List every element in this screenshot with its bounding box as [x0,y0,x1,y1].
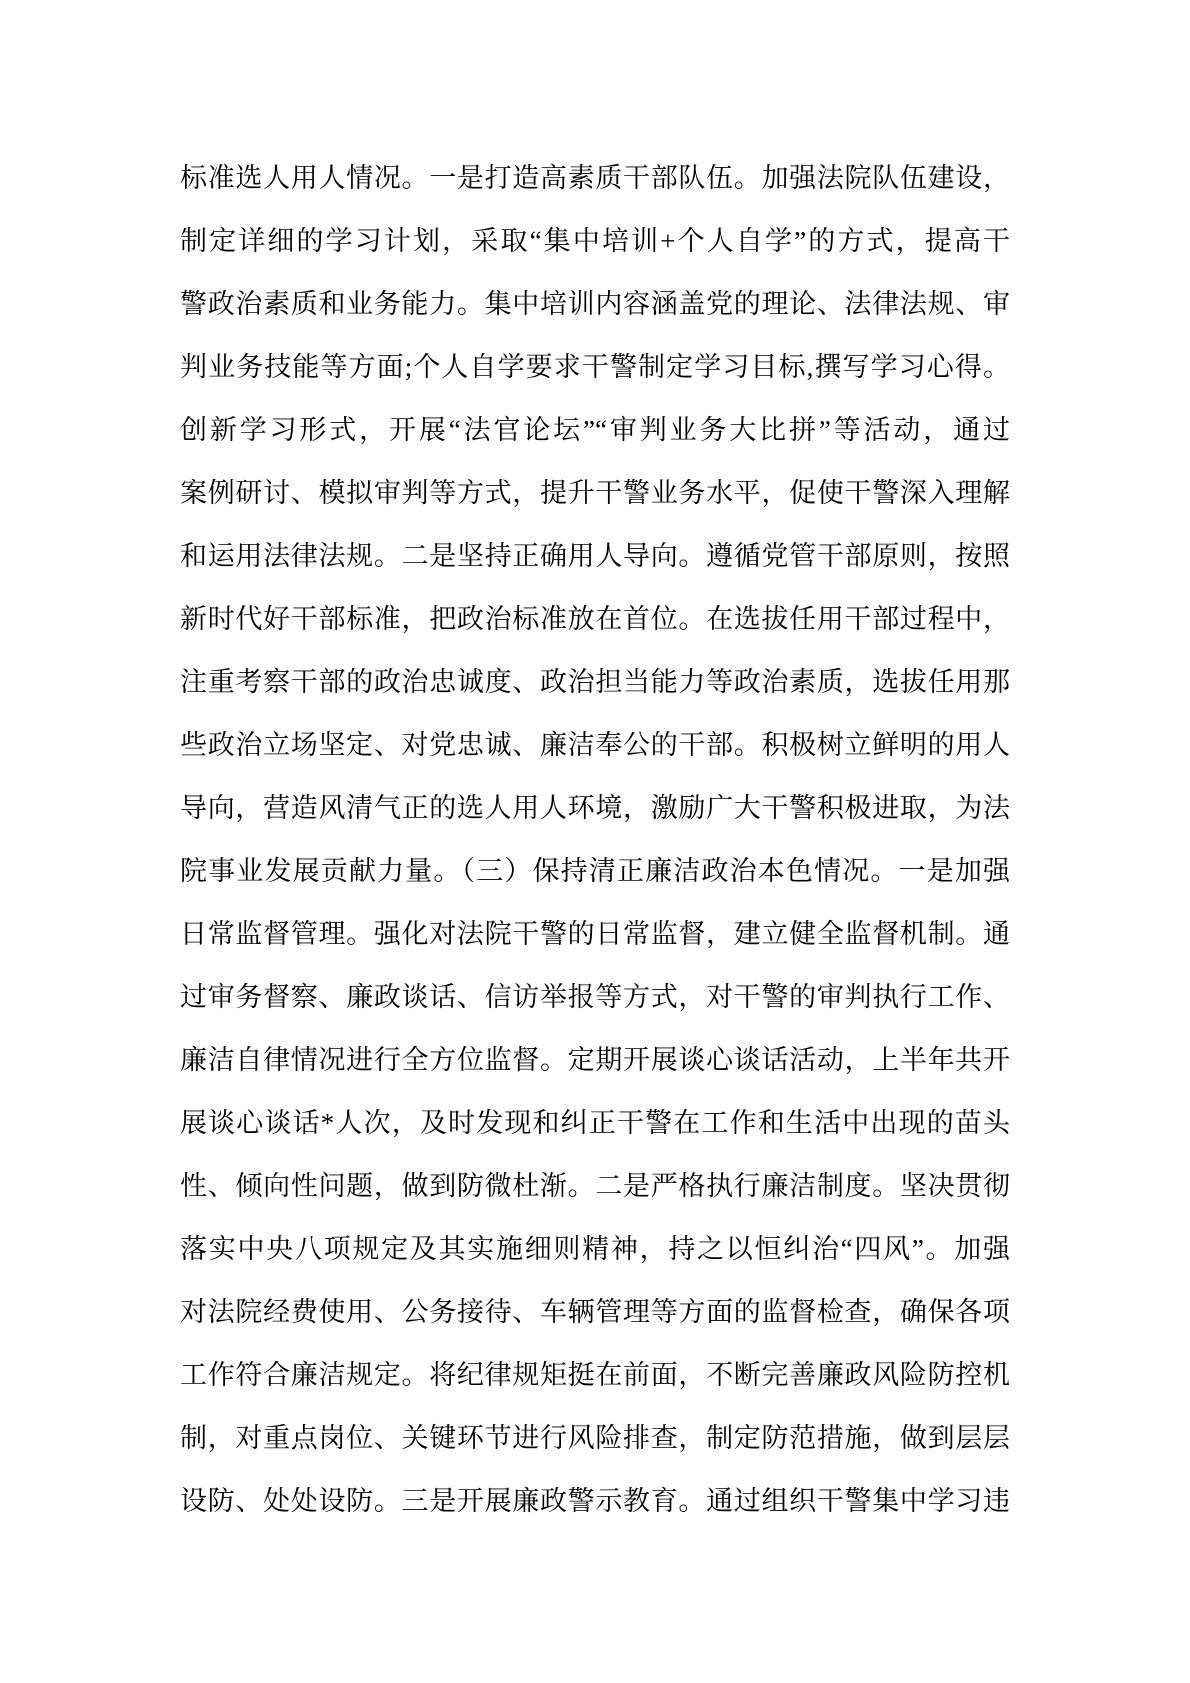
text-line: 廉洁自律情况进行全方位监督。定期开展谈心谈话活动，上半年共开 [180,1045,1010,1075]
text-line: 创新学习形式，开展“法官论坛”“审判业务大比拼”等活动，通过 [180,415,1010,445]
text-line: 落实中央八项规定及其实施细则精神，持之以恒纠治“四风”。加强 [180,1234,1010,1264]
text-line: 展谈心谈话*人次，及时发现和纠正干警在工作和生活中出现的苗头 [180,1108,1010,1138]
text-line: 对法院经费使用、公务接待、车辆管理等方面的监督检查，确保各项 [180,1297,1010,1327]
text-line: 警政治素质和业务能力。集中培训内容涵盖党的理论、法律法规、审 [180,289,1010,319]
text-line: 设防、处处设防。三是开展廉政警示教育。通过组织干警集中学习违 [180,1486,1010,1516]
text-line: 和运用法律法规。二是坚持正确用人导向。遵循党管干部原则，按照 [180,541,1010,571]
text-line: 标准选人用人情况。一是打造高素质干部队伍。加强法院队伍建设， [180,163,1010,193]
text-line: 性、倾向性问题，做到防微杜渐。二是严格执行廉洁制度。坚决贯彻 [180,1171,1010,1201]
text-line: 过审务督察、廉政谈话、信访举报等方式，对干警的审判执行工作、 [180,982,1010,1012]
text-line: 案例研讨、模拟审判等方式，提升干警业务水平，促使干警深入理解 [180,478,1010,508]
text-line: 院事业发展贡献力量。（三）保持清正廉洁政治本色情况。一是加强 [180,856,1010,886]
paragraph-text-block [180,147,1010,1533]
text-line: 判业务技能等方面;个人自学要求干警制定学习目标,撰写学习心得。 [180,352,1010,382]
text-line: 注重考察干部的政治忠诚度、政治担当能力等政治素质，选拔任用那 [180,667,1010,697]
text-line: 制定详细的学习计划，采取“集中培训+个人自学”的方式，提高干 [180,226,1010,256]
text-line: 工作符合廉洁规定。将纪律规矩挺在前面，不断完善廉政风险防控机 [180,1360,1010,1390]
text-line: 日常监督管理。强化对法院干警的日常监督，建立健全监督机制。通 [180,919,1010,949]
text-line: 些政治立场坚定、对党忠诚、廉洁奉公的干部。积极树立鲜明的用人 [180,730,1010,760]
text-line: 新时代好干部标准，把政治标准放在首位。在选拔任用干部过程中， [180,604,1010,634]
text-line: 导向，营造风清气正的选人用人环境，激励广大干警积极进取，为法 [180,793,1010,823]
text-line: 制，对重点岗位、关键环节进行风险排查，制定防范措施，做到层层 [180,1423,1010,1453]
